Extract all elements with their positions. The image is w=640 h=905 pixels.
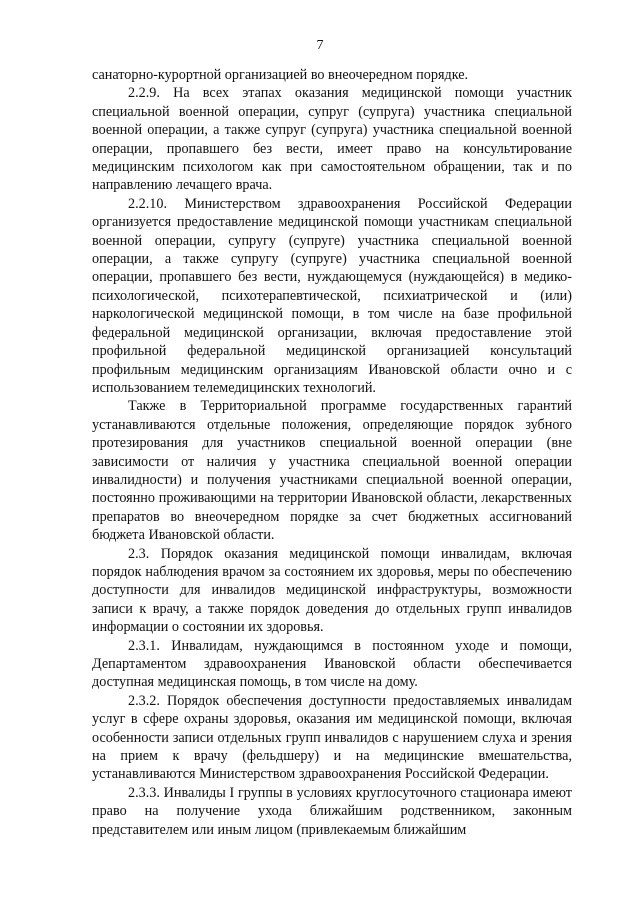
paragraph-2-3-3: 2.3.3. Инвалиды I группы в условиях круглосуточного стационара имеют право на получение ухода ближайшим родственником, законным представителем или иным лицом (привлекаемым ближайшим [92,784,572,838]
paragraph-2-3-2: 2.3.2. Порядок обеспечения доступности предоставляемых инвалидам услуг в сфере охраны здоровья, оказания им медицинской помощи, включая особенности записи отдельных групп инвалидов с нарушением слуха и зрения на прием к врачу (фельдшеру) и на медицинские вмешательства, устанавливаются Министерством здравоохранения Российской Федерации. [92,692,572,783]
page-number: 7 [316,38,324,53]
document-body [92,66,572,839]
paragraph-2-2-10: 2.2.10. Министерством здравоохранения Российской Федерации организуется предоставление медицинской помощи участникам специальной военной операции, супругу (супруге) участника специальной военной операции, а также супругу (супруге) участника специальной военной операции, пропавшего без вести, нуждающемуся (нуждающейся) в медико-психологической, психотерапевтической, психиатрической и (или) наркологической медицинской помощи, в том числе на базе профильной федеральной медицинской организации, включая предоставление этой профильной федеральной медицинской организацией консультаций профильным медицинским организациям Ивановской области очно и с использованием телемедицинских технологий. [92,195,572,396]
paragraph-2-2-9: 2.2.9. На всех этапах оказания медицинской помощи участник специальной военной операции, супруг (супруга) участника специальной военной операции, а также супруг (супруга) участника специальной военной операции, пропавшего без вести, имеет право на консультирование медицинским психологом как при самостоятельном обращении, так и по направлению лечащего врача. [92,85,572,194]
paragraph-2-3-1: 2.3.1. Инвалидам, нуждающимся в постоянном уходе и помощи, Департаментом здравоохранения Ивановской области обеспечивается доступная медицинская помощь, в том числе на дому. [92,637,572,691]
paragraph-dental-prosthetics: Также в Территориальной программе государственных гарантий устанавливаются отдельные положения, определяющие порядок зубного протезирования для участников специальной военной операции (вне зависимости от наличия у участника специальной военной операции инвалидности) и получения участниками специальной военной операции, постоянно проживающими на территории Ивановской области, лекарственных препаратов во внеочередном порядке за счет бюджетных ассигнований бюджета Ивановской области. [92,398,572,544]
paragraph-continuation: санаторно-курортной организацией во внеочередном порядке. [92,67,469,83]
paragraph-2-3: 2.3. Порядок оказания медицинской помощи инвалидам, включая порядок наблюдения врачом за состоянием их здоровья, меры по обеспечению доступности для инвалидов медицинской инфраструктуры, возможности записи к врачу, а также порядок доведения до отдельных групп инвалидов информации о состоянии их здоровья. [92,545,572,636]
